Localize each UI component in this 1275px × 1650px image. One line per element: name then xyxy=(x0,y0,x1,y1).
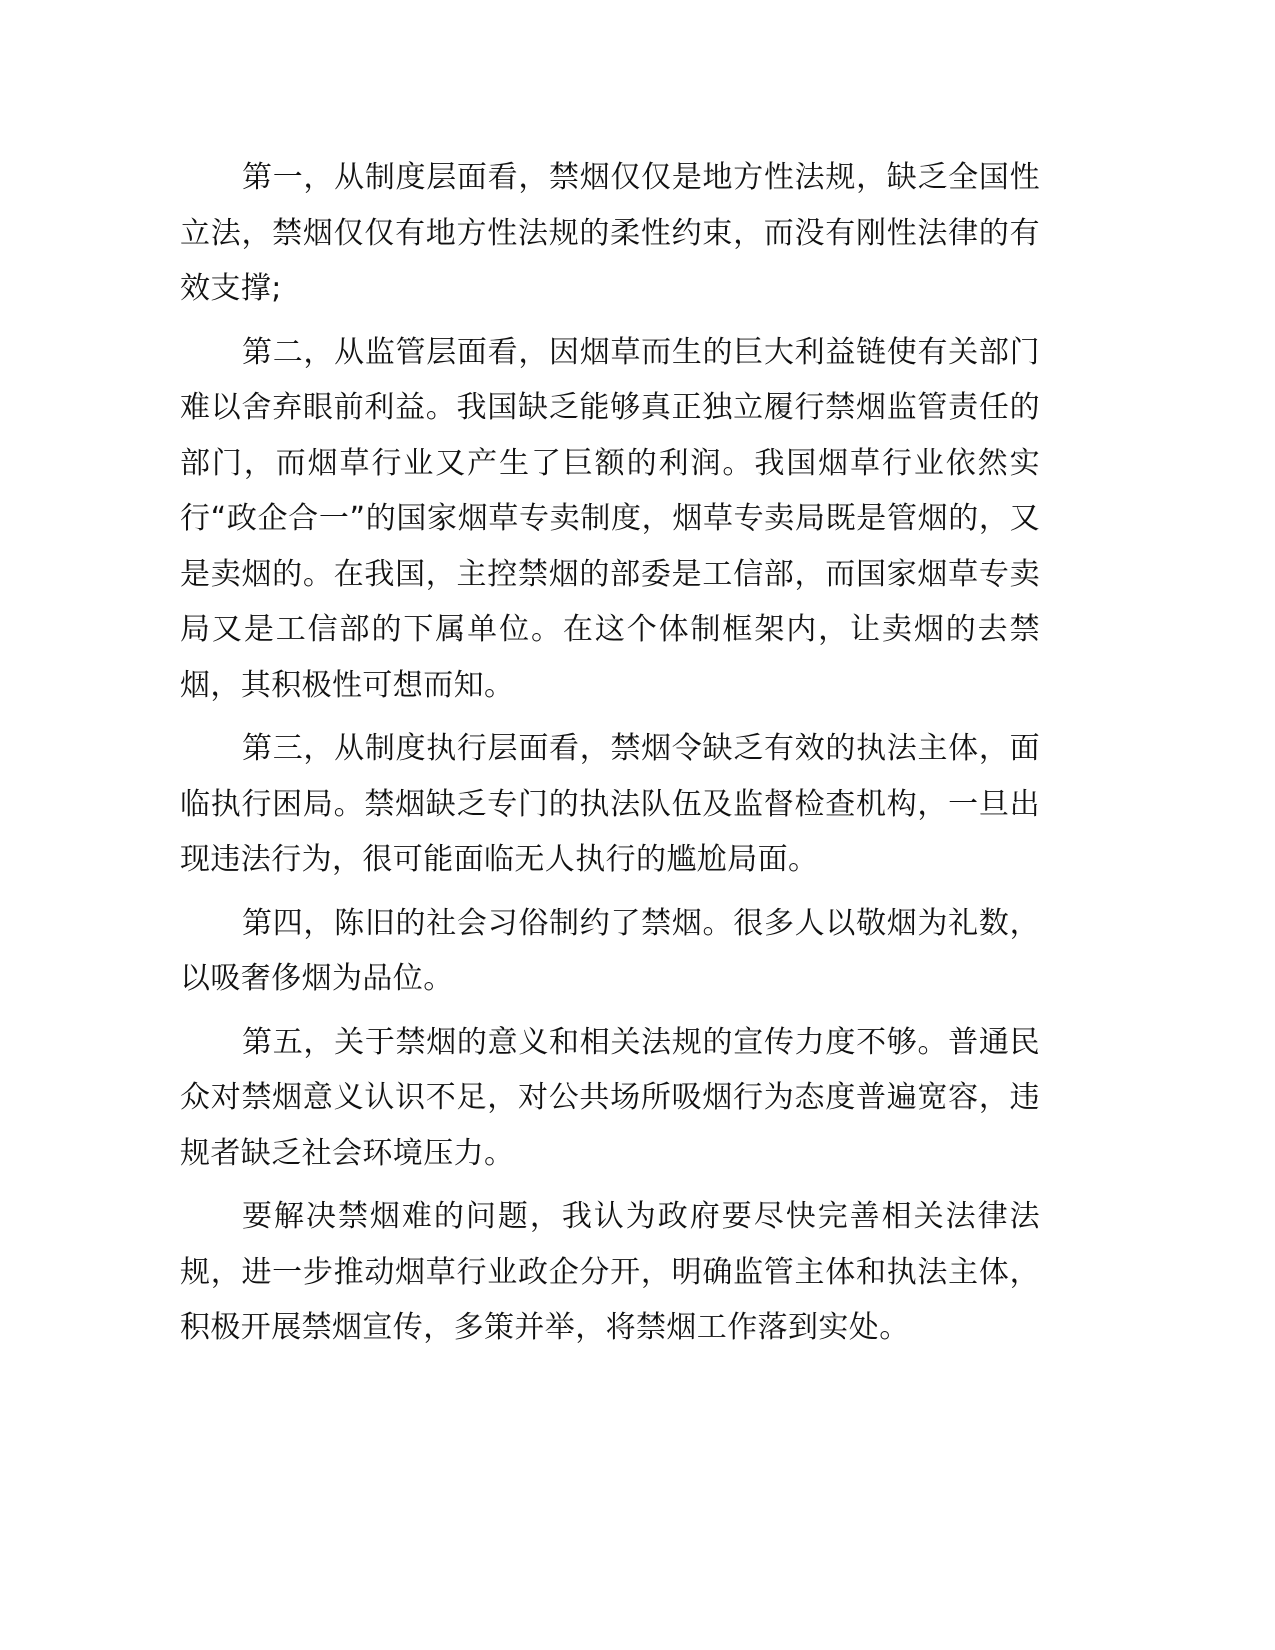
paragraph-2-regulatory: 第二，从监管层面看，因烟草而生的巨大利益链使有关部门难以舍弃眼前利益。我国缺乏能够真正独立履行禁烟监管责任的部门，而烟草行业又产生了巨额的利润。我国烟草行业依然实行“政企合一”的国家烟草专卖制度，烟草专卖局既是管烟的，又是卖烟的。在我国，主控禁烟的部委是工信部，而国家烟草专卖局又是工信部的下属单位。在这个体制框架内，让卖烟的去禁烟，其积极性可想而知。 xyxy=(180,334,1040,703)
paragraph-3-enforcement: 第三，从制度执行层面看，禁烟令缺乏有效的执法主体，面临执行困局。禁烟缺乏专门的执法队伍及监督检查机构，一旦出现违法行为，很可能面临无人执行的尴尬局面。 xyxy=(180,731,1040,877)
document-body xyxy=(180,150,1040,1364)
paragraph-4-customs: 第四，陈旧的社会习俗制约了禁烟。很多人以敬烟为礼数，以吸奢侈烟为品位。 xyxy=(180,905,1040,996)
paragraph-6-solution: 要解决禁烟难的问题，我认为政府要尽快完善相关法律法规，进一步推动烟草行业政企分开，明确监管主体和执法主体，积极开展禁烟宣传，多策并举，将禁烟工作落到实处。 xyxy=(180,1199,1040,1345)
paragraph-5-publicity: 第五，关于禁烟的意义和相关法规的宣传力度不够。普通民众对禁烟意义认识不足，对公共场所吸烟行为态度普遍宽容，违规者缺乏社会环境压力。 xyxy=(180,1024,1040,1171)
paragraph-1-institutional: 第一，从制度层面看，禁烟仅仅是地方性法规，缺乏全国性立法，禁烟仅仅有地方性法规的柔性约束，而没有刚性法律的有效支撑; xyxy=(180,160,1040,306)
